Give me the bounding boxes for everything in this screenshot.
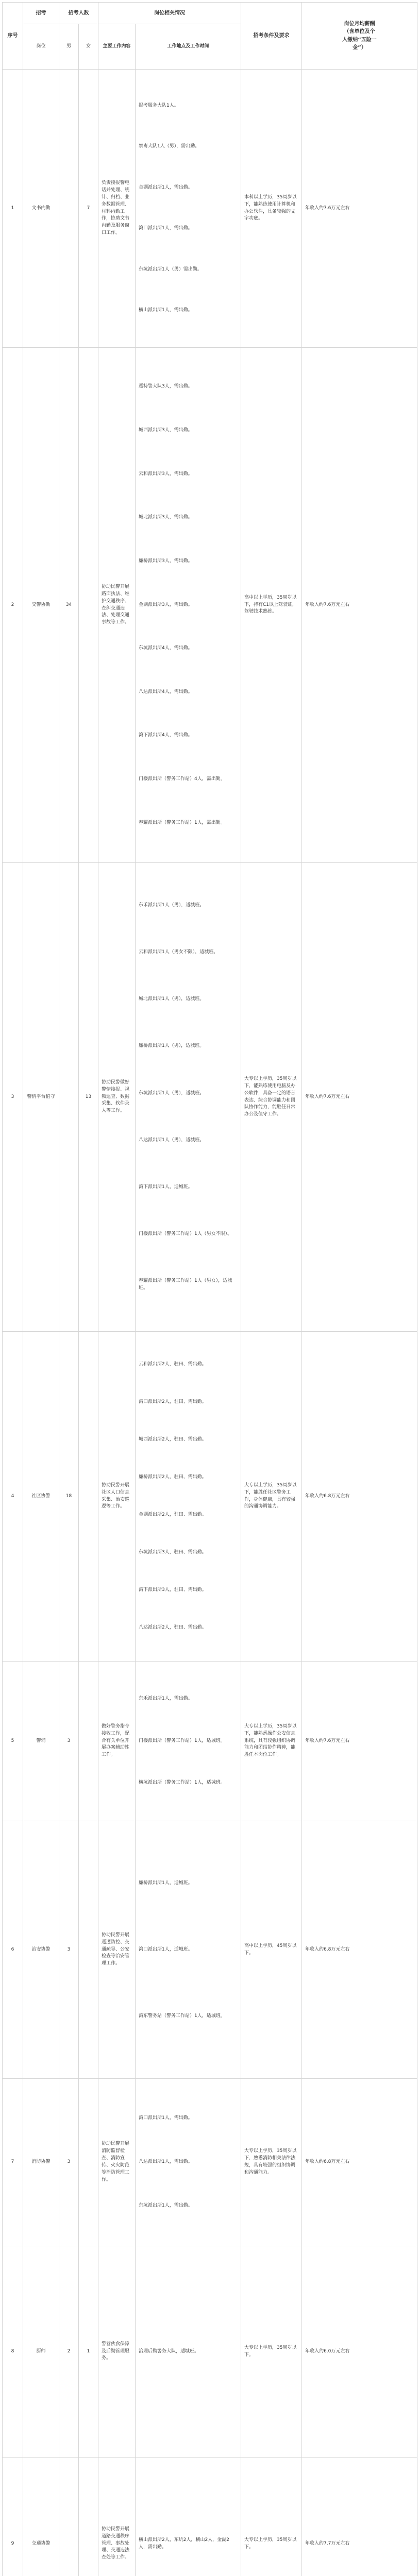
location-item: 东坑派出所1人（男），适城班。 [139, 1087, 238, 1100]
header-salary-line1: 岗位月均薪酬 [305, 20, 414, 28]
location-item: 廉桥派出所2人，驻田、需出勤。 [139, 1471, 238, 1484]
row-seq: 8 [3, 2246, 23, 2458]
row-duty: 警营伙食保障及后勤管理服务。 [98, 2246, 136, 2458]
row-female: 7 [79, 70, 98, 348]
location-item: 湾口派出所1人，需出勤。 [139, 222, 238, 235]
row-salary: 年收入约7.6万元左右 [302, 70, 417, 348]
row-salary: 年收入约7.6万元左右 [302, 348, 417, 863]
location-item: 湾口派出所1人，需出勤。 [139, 2112, 238, 2125]
row-requirement: 大专以上学历，35周岁以下，能熟练使用电脑及办公软件，具备一定的语言表达、综合协调能力和团队协作能力，能胜任日常办公及值守工作。 [241, 863, 302, 1332]
row-locations [136, 2246, 241, 2458]
row-salary: 年收入约6.8万元左右 [302, 1332, 417, 1662]
location-item: 城北派出所1人（男），适城班。 [139, 993, 238, 1006]
row-post: 交通协警 [23, 2458, 59, 2576]
table-row [3, 863, 417, 1332]
header-salary-line2: （含单位及个 [305, 28, 414, 36]
row-duty: 协助民警开展路面执法、维护交通秩序、查纠交通违法、处理交通事故等工作。 [98, 348, 136, 863]
location-item: 湾下派出所4人，需出勤。 [139, 729, 238, 742]
row-locations [136, 70, 241, 348]
location-item: 城西派出所2人，驻田、需出勤。 [139, 1433, 238, 1447]
row-female [79, 2079, 98, 2246]
location-item: 廉桥派出所1人，适城班。 [139, 1877, 238, 1890]
row-requirement: 大专以上学历，35周岁以下。 [241, 2246, 302, 2458]
row-female [79, 1662, 98, 1821]
header-post: 岗位 [23, 24, 59, 70]
header-count: 招考人数 [59, 3, 98, 24]
location-item: 横山派出所2人，东坑2人，横山2人，金湖2人，需出勤。 [139, 2534, 238, 2554]
row-post: 警情平台值守 [23, 863, 59, 1332]
row-duty: 协助民警开展社区人口信息采集、治安巡逻等工作。 [98, 1332, 136, 1662]
row-seq: 2 [3, 348, 23, 863]
row-locations [136, 1662, 241, 1821]
location-item: 廉桥派出所1人（男），适城班。 [139, 1040, 238, 1053]
row-locations [136, 348, 241, 863]
row-duty: 协助民警开展消防监督检查、消防宣传、火灾防范等消防管理工作。 [98, 2079, 136, 2246]
row-seq: 7 [3, 2079, 23, 2246]
location-list [139, 866, 238, 1329]
location-item: 春耀派出所（警务工作站）1人，需出勤。 [139, 817, 238, 830]
row-salary: 年收入约7.6万元左右 [302, 1662, 417, 1821]
row-post: 消防协警 [23, 2079, 59, 2246]
row-seq: 6 [3, 1821, 23, 2079]
location-item: 八达派出所2人，驻田、需出勤。 [139, 1621, 238, 1635]
row-male: 2 [59, 2246, 79, 2458]
location-item: 禁毒大队1人（男），需出勤。 [139, 140, 238, 154]
row-male: 18 [59, 1332, 79, 1662]
location-item: 东坑派出所1人，需出勤。 [139, 2199, 238, 2213]
header-requirement: 招考条件及要求 [241, 3, 302, 70]
table-row [3, 2079, 417, 2246]
header-male: 男 [59, 24, 79, 70]
row-locations [136, 1332, 241, 1662]
row-seq: 9 [3, 2458, 23, 2576]
location-list [139, 2249, 238, 2455]
row-requirement: 本科以上学历，35周岁以下，能熟练使用计算机和办公软件，具备较强的文字功底。 [241, 70, 302, 348]
location-list [139, 2460, 238, 2576]
header-location: 工作地点及工作时间 [136, 24, 241, 70]
table-row [3, 1821, 417, 2079]
table-row [3, 2246, 417, 2458]
row-requirement: 大专以上学历，35周岁以下，能胜任社区警务工作，身体健康，具有较强的沟通协调能力。 [241, 1332, 302, 1662]
location-item: 云和派出所2人，驻田、需出勤。 [139, 1358, 238, 1371]
row-locations [136, 2079, 241, 2246]
row-female: 1 [79, 2246, 98, 2458]
location-item: 湾口派出所1人，适城班。 [139, 1943, 238, 1957]
row-salary: 年收入约6.8万元左右 [302, 2079, 417, 2246]
header-salary [302, 3, 417, 70]
row-post: 警辅 [23, 1662, 59, 1821]
location-list [139, 1334, 238, 1659]
row-post: 治安协警 [23, 1821, 59, 2079]
row-male: 3 [59, 1662, 79, 1821]
table-row [3, 1332, 417, 1662]
location-item: 报考服务大队1人。 [139, 99, 238, 113]
row-female [79, 348, 98, 863]
row-post: 社区协警 [23, 1332, 59, 1662]
header-salary-line4: 金”） [305, 44, 414, 52]
row-female: 13 [79, 863, 98, 1332]
row-duty: 负责接报警电话并处理、统计、归档、业务数据管理、材料内勤工作，协助文书内勤及服务窗口工作。 [98, 70, 136, 348]
header-situation: 岗位相关情况 [98, 3, 241, 24]
location-item: 金湖派出所1人，需出勤。 [139, 181, 238, 195]
row-male: 3 [59, 2079, 79, 2246]
table-row [3, 348, 417, 863]
row-seq: 4 [3, 1332, 23, 1662]
location-item: 湾下派出所1人，适城班。 [139, 1181, 238, 1194]
row-female [79, 1332, 98, 1662]
location-list [139, 1664, 238, 1819]
location-item: 湾口派出所2人，驻田、需出勤。 [139, 1396, 238, 1409]
location-item: 金湖派出所2人，驻田、需出勤。 [139, 1509, 238, 1522]
table-row [3, 1662, 417, 1821]
row-locations [136, 863, 241, 1332]
location-list [139, 350, 238, 860]
location-item: 东坑派出所1人（男）需出勤。 [139, 263, 238, 277]
location-item: 城西派出所3人，需出勤。 [139, 424, 238, 437]
row-duty: 做好警务指令接收工作，配合有关单位开展办案辅助性工作。 [98, 1662, 136, 1821]
location-list [139, 1824, 238, 2076]
row-male [59, 2458, 79, 2576]
location-item: 春耀派出所（警务工作站）1人（男女），适城班。 [139, 1275, 238, 1295]
row-requirement: 高中以上学历，45周岁以下。 [241, 1821, 302, 2079]
row-male: 3 [59, 1821, 79, 2079]
row-female [79, 2458, 98, 2576]
location-item: 八达派出所1人（男），适城班。 [139, 1134, 238, 1147]
row-salary: 年收入约7.6万元左右 [302, 863, 417, 1332]
location-list [139, 72, 238, 345]
location-item: 东禾派出所1人（男），适城班。 [139, 899, 238, 912]
row-requirement: 大专以上学历，35周岁以下，能熟悉操作公安信息系统，具有较强组织协调能力和团结协作精神，能胜任本岗位工作。 [241, 1662, 302, 1821]
location-item: 湾下派出所3人，驻田、需出勤。 [139, 1584, 238, 1597]
row-duty: 协助民警开展道路交通秩序管理、事故处理、交通违法查处等工作。 [98, 2458, 136, 2576]
location-item: 云和派出所3人，需出勤。 [139, 468, 238, 481]
location-item: 门楼派出所（警务工作站）1人，适城班。 [139, 1735, 238, 1748]
table-row [3, 2458, 417, 2576]
header-female: 女 [79, 24, 98, 70]
row-seq: 5 [3, 1662, 23, 1821]
row-duty: 协助民警做好警情接报、视频巡查、数据采集、软件录入等工作。 [98, 863, 136, 1332]
header-duty: 主要工作内容 [98, 24, 136, 70]
location-item: 门楼派出所（警务工作站）1人（男女不限）。 [139, 1228, 238, 1241]
row-male [59, 863, 79, 1332]
location-item: 横坑派出所（警务工作站）1人，适城班。 [139, 1776, 238, 1790]
row-salary: 年收入约6.8万元左右 [302, 1821, 417, 2079]
row-male: 34 [59, 348, 79, 863]
table-body [3, 70, 417, 2576]
row-requirement: 高中以上学历，35周岁以下，持有C1以上驾驶证，驾驶技术熟练。 [241, 348, 302, 863]
row-salary: 年收入约6.0万元左右 [302, 2246, 417, 2458]
row-locations [136, 2458, 241, 2576]
row-locations [136, 1821, 241, 2079]
row-requirement: 大专以上学历，35周岁以下，熟悉消防相关法律法规，具有较强的组织协调和沟通能力。 [241, 2079, 302, 2246]
header-seq: 序号 [3, 3, 23, 70]
header-salary-line3: 人缴纳“五险一 [305, 36, 414, 44]
location-item: 东禾派出所1人，需出勤。 [139, 1692, 238, 1706]
row-post: 厨师 [23, 2246, 59, 2458]
row-post: 文书内勤 [23, 70, 59, 348]
row-salary: 年收入约7.7万元左右 [302, 2458, 417, 2576]
row-female [79, 1821, 98, 2079]
location-item: 巡特警大队3人，需出勤。 [139, 380, 238, 394]
row-seq: 1 [3, 70, 23, 348]
location-item: 八达派出所1人，需出勤。 [139, 2156, 238, 2169]
location-item: 东坑派出所3人，驻田、需出勤。 [139, 1546, 238, 1560]
location-list [139, 2081, 238, 2244]
header-recruit: 招考 [23, 3, 59, 24]
location-item: 八达派出所4人，需出勤。 [139, 686, 238, 699]
row-requirement: 大专以上学历，35周岁以下。 [241, 2458, 302, 2576]
location-item: 治理后勤警务大队，适城班。 [139, 2345, 238, 2359]
location-item: 东坑派出所4人，需出勤。 [139, 642, 238, 655]
location-item: 门楼派出所（警务工作站）4人，需出勤。 [139, 773, 238, 786]
row-seq: 3 [3, 863, 23, 1332]
location-item: 金湖派出所3人，需出勤。 [139, 599, 238, 612]
row-post: 交警协勤 [23, 348, 59, 863]
location-item: 廉桥派出所3人，需出勤。 [139, 555, 238, 568]
row-duty: 协助民警开展巡逻防控、交通疏导、公安检查等治安管理工作。 [98, 1821, 136, 2079]
location-item: 城北派出所3人，需出勤。 [139, 511, 238, 524]
table-row [3, 70, 417, 348]
location-item: 横山派出所1人，需出勤。 [139, 304, 238, 317]
location-item: 湾东警务站（警务工作站）1人，适城班。 [139, 2010, 238, 2023]
recruitment-table [2, 2, 417, 2576]
row-male [59, 70, 79, 348]
location-item: 云和派出所1人（男女不限），适城班。 [139, 946, 238, 959]
